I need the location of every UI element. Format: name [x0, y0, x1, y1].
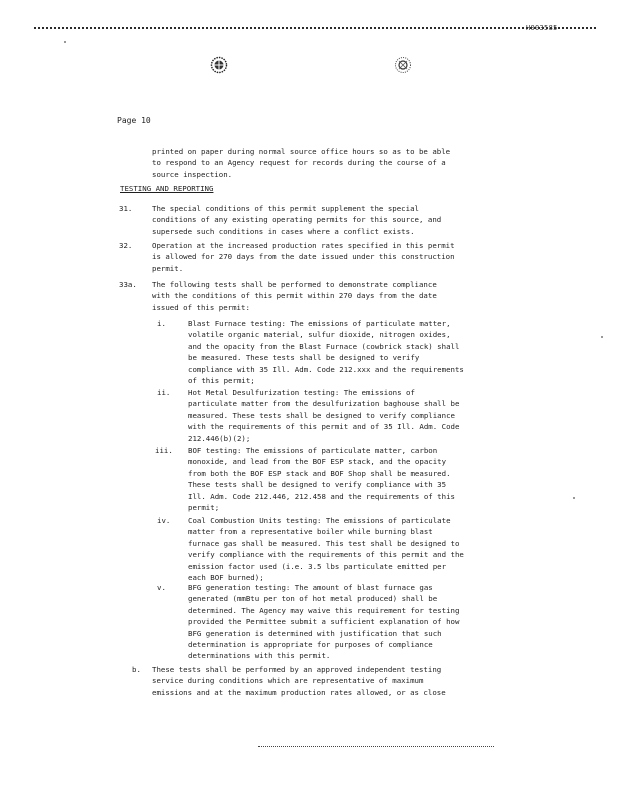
- text-line: to respond to an Agency request for records during the course of a: [152, 158, 446, 168]
- text-line: volatile organic material, sulfur dioxide, nitrogen oxides,: [188, 330, 451, 340]
- text-line: The special conditions of this permit supplement the special: [152, 204, 419, 213]
- text-line: is allowed for 270 days from the date issued under this construction: [152, 252, 455, 262]
- text-line: 212.446(b)(2);: [188, 433, 251, 443]
- text-line: each BOF burned);: [188, 573, 264, 583]
- text-line: of this permit;: [188, 376, 255, 386]
- item-number: 31.: [119, 204, 133, 213]
- scan-speck: [64, 41, 66, 43]
- intro-paragraph: [152, 146, 450, 180]
- text-line: monoxide, and lead from the BOF ESP stack, and the opacity: [188, 457, 447, 467]
- text-line: permit;: [188, 503, 220, 513]
- text-line: printed on paper during normal source office hours so as to be able: [152, 147, 451, 156]
- text-line: from both the BOF ESP stack and BOF Shop shall be measured.: [188, 468, 451, 478]
- text-line: measured. These tests shall be designed to verify compliance: [188, 410, 455, 420]
- text-line: These tests shall be designed to verify compliance with 35: [188, 480, 447, 490]
- text-line: issued of this permit:: [152, 302, 250, 312]
- scan-speck: [573, 497, 575, 499]
- header-dotted-rule: [34, 27, 596, 29]
- text-line: The following tests shall be performed to demonstrate compliance: [152, 280, 437, 289]
- text-line: determined. The Agency may waive this requirement for testing: [188, 605, 460, 615]
- subitem-number: v.: [157, 583, 166, 592]
- text-line: conditions of any existing operating permits for this source, and: [152, 215, 442, 225]
- text-line: compliance with 35 Ill. Adm. Code 212.xxx and the requirements: [188, 364, 464, 374]
- text-line: BFG generation is determined with justification that such: [188, 628, 442, 638]
- subitem-ii-text: [188, 387, 459, 444]
- subitem-number: ii.: [157, 388, 171, 397]
- text-line: determinations with this permit.: [188, 651, 331, 661]
- text-line: verify compliance with the requirements of this permit and the: [188, 550, 464, 560]
- text-line: BFG generation testing: The amount of blast furnace gas: [188, 583, 433, 592]
- agency-seal-left-icon: [210, 56, 228, 74]
- text-line: Hot Metal Desulfurization testing: The emissions of: [188, 388, 415, 397]
- text-line: determination is appropriate for purposes of compliance: [188, 640, 433, 650]
- item-31-text: [152, 203, 441, 237]
- subitem-number: i.: [157, 319, 166, 328]
- text-line: with the conditions of this permit within 270 days from the date: [152, 291, 437, 301]
- footer-dotted-rule: [258, 746, 494, 747]
- scan-speck: [601, 336, 603, 338]
- text-line: Blast Furnace testing: The emissions of particulate matter,: [188, 319, 451, 328]
- item-number: b.: [132, 665, 141, 674]
- text-line: Operation at the increased production rates specified in this permit: [152, 241, 455, 250]
- subitem-number: iv.: [157, 516, 171, 525]
- subitem-i-text: [188, 318, 464, 386]
- text-line: supersede such conditions in cases where a conflict exists.: [152, 226, 415, 236]
- item-number: 32.: [119, 241, 133, 250]
- text-line: Ill. Adm. Code 212.446, 212.458 and the requirements of this: [188, 491, 455, 501]
- agency-seal-right-icon: [394, 56, 412, 74]
- text-line: be measured. These tests shall be designed to verify: [188, 353, 420, 363]
- text-line: matter from a representative boiler while burning blast: [188, 527, 433, 537]
- text-line: emission factor used (i.e. 3.5 lbs particulate emitted per: [188, 561, 447, 571]
- subitem-iii-text: [188, 445, 455, 513]
- subitem-iv-text: [188, 515, 464, 583]
- item-b-text: [152, 664, 446, 698]
- subitem-v-text: [188, 582, 459, 662]
- section-heading: TESTING AND REPORTING: [120, 184, 214, 193]
- text-line: permit.: [152, 263, 184, 273]
- text-line: furnace gas shall be measured. This test shall be designed to: [188, 538, 460, 548]
- text-line: with the requirements of this permit and of 35 Ill. Adm. Code: [188, 422, 460, 432]
- text-line: provided the Permittee submit a sufficient explanation of how: [188, 617, 460, 627]
- bates-number: H003585: [526, 24, 558, 32]
- text-line: particulate matter from the desulfurization baghouse shall be: [188, 399, 460, 409]
- page-number: Page 10: [117, 116, 151, 125]
- text-line: service during conditions which are representative of maximum: [152, 676, 424, 686]
- text-line: generated (mmBtu per ton of hot metal produced) shall be: [188, 594, 438, 604]
- item-32-text: [152, 240, 455, 274]
- text-line: emissions and at the maximum production rates allowed, or as close: [152, 687, 446, 697]
- text-line: These tests shall be performed by an approved independent testing: [152, 665, 442, 674]
- text-line: source inspection.: [152, 169, 233, 179]
- item-33a-text: [152, 279, 437, 313]
- text-line: Coal Combustion Units testing: The emissions of particulate: [188, 516, 451, 525]
- item-number: 33a.: [119, 280, 137, 289]
- text-line: BOF testing: The emissions of particulate matter, carbon: [188, 446, 438, 455]
- text-line: and the opacity from the Blast Furnace (cowbrick stack) shall: [188, 341, 460, 351]
- subitem-number: iii.: [155, 446, 173, 455]
